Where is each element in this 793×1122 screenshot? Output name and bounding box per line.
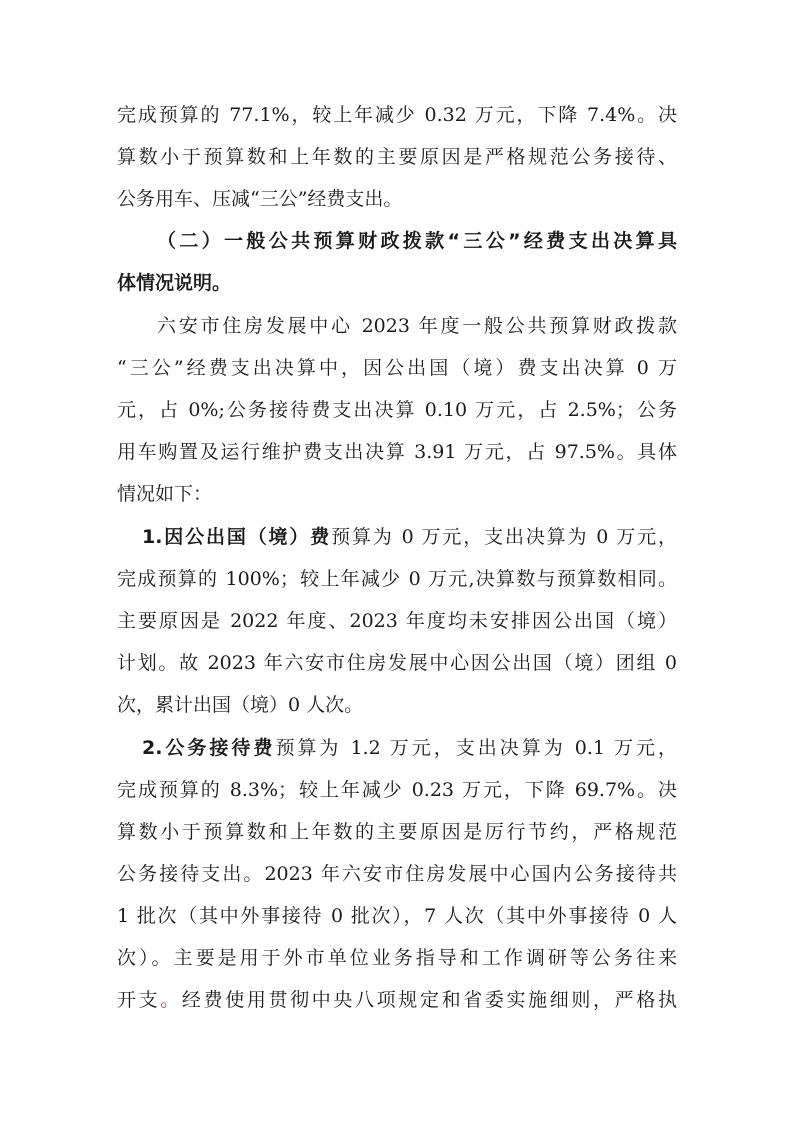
item-label: 1.因公出国（境）费 [142,526,332,548]
red-punctuation-mark: 。 [160,989,182,1011]
text-line: 情况如下： [117,483,213,505]
text-line [117,986,677,1014]
text-line: 算数小于预算数和上年数的主要原因是严格规范公务接待、 [117,146,677,168]
text-line: 六安市住房发展中心 2023 年度一般公共预算财政拨款 [157,315,677,337]
text-line: “三公”经费支出决算中，因公出国（境）费支出决算 0 万 [117,357,677,379]
item-text: 预算为 0 万元，支出决算为 0 万元， [331,526,677,548]
text-line: 主要原因是 2022 年度、2023 年度均未安排因公出国（境） [117,610,677,632]
text-line: 次，累计出国（境）0 人次。 [117,694,364,716]
text-line: 用车购置及运行维护费支出决算 3.91 万元，占 97.5%。具体 [117,441,677,463]
text-line: 算数小于预算数和上年数的主要原因是厉行节约，严格规范 [117,821,677,843]
section-heading: （二）一般公共预算财政拨款“三公”经费支出决算具 [157,230,677,252]
item-text: 预算为 1.2 万元，支出决算为 0.1 万元， [275,737,677,759]
text-segment: 开支 [117,989,161,1011]
text-segment: 经费使用贯彻中央八项规定和省委实施细则，严格执 [181,989,677,1011]
item-line [142,734,677,762]
text-line: 完成预算的 77.1%，较上年减少 0.32 万元，下降 7.4%。决 [117,104,677,126]
text-line: 公务接待支出。2023 年六安市住房发展中心国内公务接待共 [117,863,677,885]
section-heading: 体情况说明。 [117,272,232,294]
text-line: 完成预算的 100%；较上年减少 0 万元,决算数与预算数相同。 [117,568,677,590]
text-line: 计划。故 2023 年六安市住房发展中心因公出国（境）团组 0 [117,652,677,674]
text-line: 次）。主要是用于外市单位业务指导和工作调研等公务往来 [117,947,677,969]
item-line [142,523,677,551]
text-line: 完成预算的 8.3%；较上年减少 0.23 万元，下降 69.7%。决 [117,779,677,801]
text-line: 公务用车、压减“三公”经费支出。 [117,188,403,210]
text-line: 元，占 0%;公务接待费支出决算 0.10 万元，占 2.5%；公务 [117,399,677,421]
item-label: 2.公务接待费 [142,737,276,759]
text-line: 1 批次（其中外事接待 0 批次），7 人次（其中外事接待 0 人 [117,905,677,927]
